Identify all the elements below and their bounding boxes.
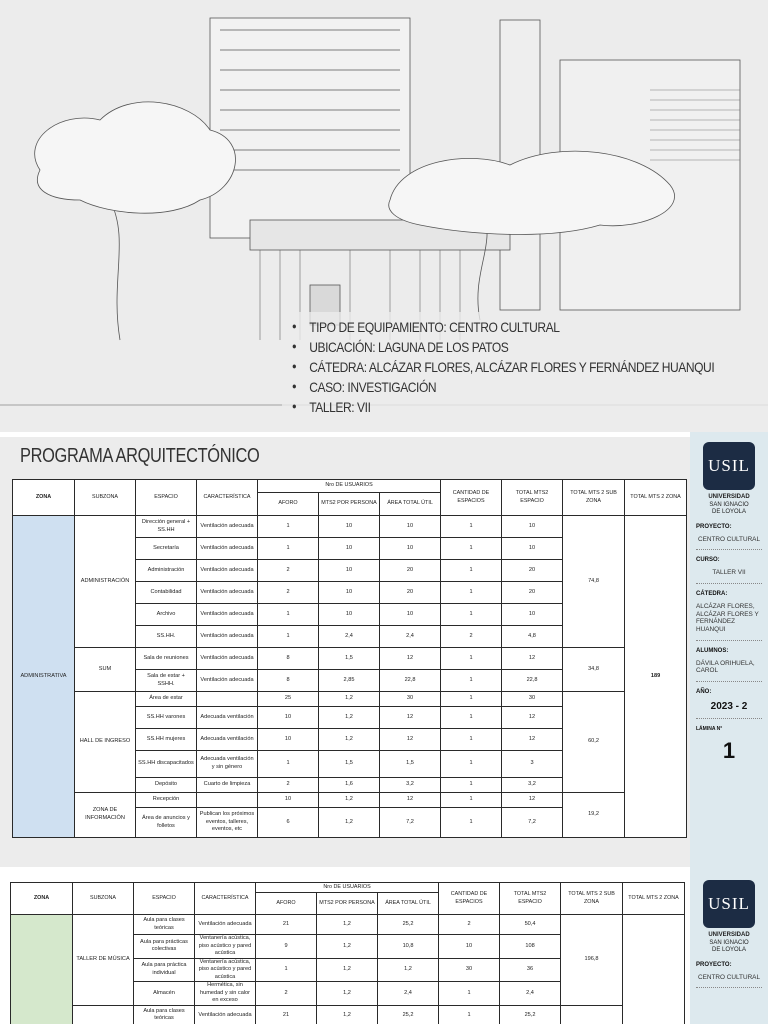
header-caracteristica: CARACTERÍSTICA xyxy=(197,480,258,516)
total-espacio-cell: 10 xyxy=(502,538,563,560)
table-row xyxy=(13,648,687,670)
espacio-cell: Área de anuncios y folletos xyxy=(136,808,197,838)
info-tipo: ● TIPO DE EQUIPAMIENTO: CENTRO CULTURAL xyxy=(292,318,714,338)
header-espacio: ESPACIO xyxy=(136,480,197,516)
header-zona: ZONA xyxy=(11,883,73,915)
caracteristica-cell: Ventilación adecuada xyxy=(197,626,258,648)
university-line1: UNIVERSIDAD xyxy=(708,932,750,938)
cantidad-cell: 1 xyxy=(441,538,502,560)
area-util-cell: 20 xyxy=(380,560,441,582)
header-aforo: AFORO xyxy=(258,493,319,516)
mts2-persona-cell: 1,5 xyxy=(319,648,380,670)
aforo-cell: 1 xyxy=(256,958,317,982)
aforo-cell: 2 xyxy=(258,582,319,604)
cantidad-cell: 2 xyxy=(441,626,502,648)
zona-cell: ADMINISTRATIVA xyxy=(13,516,75,838)
total-espacio-cell: 25,2 xyxy=(500,1005,561,1024)
total-espacio-cell: 2,4 xyxy=(500,982,561,1006)
aforo-cell: 1 xyxy=(258,626,319,648)
mts2-persona-cell: 1,2 xyxy=(317,982,378,1006)
espacio-cell: Aula para clases teóricas xyxy=(134,915,195,935)
anio-label: AÑO: xyxy=(696,689,712,695)
caracteristica-cell xyxy=(197,793,258,808)
program-table-taller xyxy=(10,882,685,1024)
area-util-cell: 12 xyxy=(380,793,441,808)
alumnos-section xyxy=(696,641,762,682)
aforo-cell: 8 xyxy=(258,670,319,692)
aforo-cell: 25 xyxy=(258,692,319,707)
header-area-util: ÁREA TOTAL ÚTIL xyxy=(380,493,441,516)
cantidad-cell: 10 xyxy=(439,935,500,959)
mts2-persona-cell: 1,6 xyxy=(319,778,380,793)
usil-logo: USIL xyxy=(703,442,755,490)
catedra-label: CÁTEDRA: xyxy=(696,590,728,597)
cantidad-cell: 1 xyxy=(439,982,500,1006)
espacio-cell: Administración xyxy=(136,560,197,582)
aforo-cell: 10 xyxy=(258,707,319,729)
lamina-value: 1 xyxy=(722,738,736,763)
area-util-cell: 1,5 xyxy=(380,751,441,778)
total-espacio-cell: 3,2 xyxy=(502,778,563,793)
espacio-cell: Sala de reuniones xyxy=(136,648,197,670)
area-util-cell: 10,8 xyxy=(378,935,439,959)
alumnos-label: ALUMNOS: xyxy=(696,647,729,654)
area-util-cell: 12 xyxy=(380,707,441,729)
table-row xyxy=(11,915,685,935)
info-ubicacion: ● UBICACIÓN: LAGUNA DE LOS PATOS xyxy=(292,338,714,358)
cantidad-cell: 1 xyxy=(441,560,502,582)
espacio-cell: Recepción xyxy=(136,793,197,808)
aforo-cell: 21 xyxy=(256,1005,317,1024)
cantidad-cell: 1 xyxy=(441,648,502,670)
aforo-cell: 1 xyxy=(258,751,319,778)
zona-total-cell xyxy=(623,915,685,1024)
project-info-panel xyxy=(282,312,768,418)
cantidad-cell: 1 xyxy=(441,516,502,538)
subzona-total-cell: 60,2 xyxy=(563,692,625,793)
espacio-cell: SS.HH. xyxy=(136,626,197,648)
info-caso: ● CASO: INVESTIGACIÓN xyxy=(292,378,714,398)
cantidad-cell: 1 xyxy=(441,604,502,626)
caracteristica-cell: Ventanería acústica, piso acústico y pared acústica xyxy=(195,935,256,959)
cantidad-cell: 1 xyxy=(441,751,502,778)
header-total-espacio: TOTAL MTS2 ESPACIO xyxy=(502,480,563,516)
aforo-cell: 1 xyxy=(258,604,319,626)
mts2-persona-cell: 1,2 xyxy=(319,729,380,751)
total-espacio-cell: 4,8 xyxy=(502,626,563,648)
total-espacio-cell: 108 xyxy=(500,935,561,959)
total-espacio-cell: 22,8 xyxy=(502,670,563,692)
curso-label: CURSO: xyxy=(696,557,720,564)
caracteristica-cell: Ventilación adecuada xyxy=(197,670,258,692)
caracteristica-cell: Ventilación adecuada xyxy=(197,648,258,670)
usil-logo: USIL xyxy=(703,880,755,928)
espacio-cell: Aula para clases teóricas xyxy=(134,1005,195,1024)
mts2-persona-cell: 1,2 xyxy=(319,707,380,729)
area-util-cell: 7,2 xyxy=(380,808,441,838)
area-util-cell: 25,2 xyxy=(378,915,439,935)
curso-section xyxy=(696,550,762,584)
total-espacio-cell: 10 xyxy=(502,516,563,538)
mts2-persona-cell: 1,2 xyxy=(319,808,380,838)
total-espacio-cell: 50,4 xyxy=(500,915,561,935)
area-util-cell: 12 xyxy=(380,729,441,751)
aforo-cell: 10 xyxy=(258,729,319,751)
area-util-cell: 10 xyxy=(380,516,441,538)
subzona-total-cell: 196,8 xyxy=(561,915,623,1006)
subzona-total-cell: 74,8 xyxy=(563,516,625,648)
table-row xyxy=(11,1005,685,1024)
anio-value: 2023 - 2 xyxy=(710,701,748,712)
aforo-cell: 21 xyxy=(256,915,317,935)
espacio-cell: Área de estar xyxy=(136,692,197,707)
header-total-subzona: TOTAL MTS 2 SUB ZONA xyxy=(561,883,623,915)
caracteristica-cell: Ventilación adecuada xyxy=(197,516,258,538)
curso-value: TALLER VII xyxy=(712,569,746,577)
mts2-persona-cell: 1,2 xyxy=(319,793,380,808)
espacio-cell: Archivo xyxy=(136,604,197,626)
university-line3: DE LOYOLA xyxy=(711,947,746,953)
subzona-total-cell xyxy=(561,1005,623,1024)
total-espacio-cell: 20 xyxy=(502,560,563,582)
caracteristica-cell: Publican los próximos eventos, talleres, eventos, etc xyxy=(197,808,258,838)
university-line3: DE LOYOLA xyxy=(711,509,746,515)
espacio-cell: Secretaría xyxy=(136,538,197,560)
header-cantidad: CANTIDAD DE ESPACIOS xyxy=(441,480,502,516)
area-util-cell: 2,4 xyxy=(380,626,441,648)
program-table-administrativa xyxy=(12,479,687,838)
subzona-cell: ADMINISTRACIÓN xyxy=(75,516,136,648)
caracteristica-cell: Ventilación adecuada xyxy=(197,560,258,582)
proyecto-section xyxy=(696,955,762,989)
catedra-section xyxy=(696,584,762,641)
caracteristica-cell: Cuarto de limpieza xyxy=(197,778,258,793)
mts2-persona-cell: 10 xyxy=(319,516,380,538)
header-mts2-persona: MTS2 POR PERSONA xyxy=(317,893,378,915)
aforo-cell: 2 xyxy=(258,778,319,793)
total-espacio-cell: 12 xyxy=(502,729,563,751)
cantidad-cell: 1 xyxy=(439,1005,500,1024)
aforo-cell: 8 xyxy=(258,648,319,670)
header-total-subzona: TOTAL MTS 2 SUB ZONA xyxy=(563,480,625,516)
header-mts2-persona: MTS2 POR PERSONA xyxy=(319,493,380,516)
total-espacio-cell: 3 xyxy=(502,751,563,778)
espacio-cell: Contabilidad xyxy=(136,582,197,604)
espacio-cell: Sala de estar + SSHH. xyxy=(136,670,197,692)
mts2-persona-cell: 1,2 xyxy=(317,958,378,982)
area-util-cell: 20 xyxy=(380,582,441,604)
mts2-persona-cell: 10 xyxy=(319,538,380,560)
caracteristica-cell xyxy=(197,692,258,707)
mts2-persona-cell: 10 xyxy=(319,560,380,582)
caracteristica-cell: Ventilación adecuada xyxy=(197,582,258,604)
aforo-cell: 2 xyxy=(256,982,317,1006)
university-name xyxy=(690,932,768,955)
cantidad-cell: 2 xyxy=(439,915,500,935)
cantidad-cell: 1 xyxy=(441,808,502,838)
header-subzona: SUBZONA xyxy=(75,480,136,516)
mts2-persona-cell: 1,2 xyxy=(317,935,378,959)
zona-total-cell: 189 xyxy=(625,516,687,838)
area-util-cell: 10 xyxy=(380,538,441,560)
caracteristica-cell: Ventilación adecuada xyxy=(195,1005,256,1024)
total-espacio-cell: 10 xyxy=(502,604,563,626)
subzona-cell: SUM xyxy=(75,648,136,692)
area-util-cell: 1,2 xyxy=(378,958,439,982)
header-usuarios: Nro DE USUARIOS xyxy=(258,480,441,493)
area-util-cell: 2,4 xyxy=(378,982,439,1006)
espacio-cell: Aula para práctica individual xyxy=(134,958,195,982)
table-row xyxy=(13,793,687,808)
cantidad-cell: 1 xyxy=(441,793,502,808)
area-util-cell: 30 xyxy=(380,692,441,707)
espacio-cell: SS.HH mujeres xyxy=(136,729,197,751)
cantidad-cell: 1 xyxy=(441,778,502,793)
header-usuarios: Nro DE USUARIOS xyxy=(256,883,439,893)
cantidad-cell: 1 xyxy=(441,582,502,604)
mts2-persona-cell: 10 xyxy=(319,582,380,604)
aforo-cell: 9 xyxy=(256,935,317,959)
espacio-cell: Aula para prácticas colectivas xyxy=(134,935,195,959)
total-espacio-cell: 36 xyxy=(500,958,561,982)
caracteristica-cell: Adecuada ventilación y sin género xyxy=(197,751,258,778)
aforo-cell: 1 xyxy=(258,538,319,560)
espacio-cell: Dirección general + SS.HH xyxy=(136,516,197,538)
cantidad-cell: 1 xyxy=(441,692,502,707)
total-espacio-cell: 12 xyxy=(502,793,563,808)
subzona-cell: HALL DE INGRESO xyxy=(75,692,136,793)
espacio-cell: Almacén xyxy=(134,982,195,1006)
total-espacio-cell: 7,2 xyxy=(502,808,563,838)
area-util-cell: 22,8 xyxy=(380,670,441,692)
caracteristica-cell: Adecuada ventilación xyxy=(197,729,258,751)
area-util-cell: 25,2 xyxy=(378,1005,439,1024)
mts2-persona-cell: 1,5 xyxy=(319,751,380,778)
mts2-persona-cell: 1,2 xyxy=(317,915,378,935)
building-sketch-illustration xyxy=(0,0,768,432)
total-espacio-cell: 12 xyxy=(502,707,563,729)
table-row xyxy=(13,692,687,707)
cantidad-cell: 1 xyxy=(441,707,502,729)
university-line2: SAN IGNACIO xyxy=(709,501,749,508)
anio-section xyxy=(696,682,762,719)
university-line1: UNIVERSIDAD xyxy=(708,494,750,500)
proyecto-value: CENTRO CULTURAL xyxy=(697,973,761,981)
project-info-list xyxy=(292,318,768,418)
table-row xyxy=(13,516,687,538)
aforo-cell: 10 xyxy=(258,793,319,808)
header-total-zona: TOTAL MTS 2 ZONA xyxy=(623,883,685,915)
caracteristica-cell: Adecuada ventilación xyxy=(197,707,258,729)
title-block-page-2 xyxy=(690,870,768,1024)
caracteristica-cell: Ventilación adecuada xyxy=(195,915,256,935)
total-espacio-cell: 20 xyxy=(502,582,563,604)
mts2-persona-cell: 2,4 xyxy=(319,626,380,648)
caracteristica-cell: Ventilación adecuada xyxy=(197,538,258,560)
aforo-cell: 2 xyxy=(258,560,319,582)
mts2-persona-cell: 1,2 xyxy=(319,692,380,707)
header-espacio: ESPACIO xyxy=(134,883,195,915)
area-util-cell: 12 xyxy=(380,648,441,670)
cantidad-cell: 1 xyxy=(441,729,502,751)
header-total-zona: TOTAL MTS 2 ZONA xyxy=(625,480,687,516)
proyecto-section xyxy=(696,517,762,551)
header-caracteristica: CARACTERÍSTICA xyxy=(195,883,256,915)
proyecto-label: PROYECTO: xyxy=(696,961,732,968)
subzona-total-cell: 19,2 xyxy=(563,793,625,838)
caracteristica-cell: Hermética, sin humedad y sin calor en exceso xyxy=(195,982,256,1006)
catedra-value: ALCÁZAR FLORES, ALCÁZAR FLORES Y FERNÁNDEZ HUANQUI xyxy=(696,602,759,633)
header-cantidad: CANTIDAD DE ESPACIOS xyxy=(439,883,500,915)
header-area-util: ÁREA TOTAL ÚTIL xyxy=(378,893,439,915)
subzona-cell xyxy=(73,1005,134,1024)
total-espacio-cell: 30 xyxy=(502,692,563,707)
mts2-persona-cell: 10 xyxy=(319,604,380,626)
header-subzona: SUBZONA xyxy=(73,883,134,915)
subzona-cell: ZONA DE INFORMACIÓN xyxy=(75,793,136,838)
subzona-cell: TALLER DE MÚSICA xyxy=(73,915,134,1006)
header-aforo: AFORO xyxy=(256,893,317,915)
caracteristica-cell: Ventanería acústica, piso acústico y pared acústica xyxy=(195,958,256,982)
info-taller: ● TALLER: VII xyxy=(292,398,714,418)
lamina-label: LÁMINA N° xyxy=(696,726,723,732)
subzona-total-cell: 34,8 xyxy=(563,648,625,692)
lamina-section xyxy=(696,719,762,770)
aforo-cell: 6 xyxy=(258,808,319,838)
alumnos-value: DÁVILA ORIHUELA, CAROL xyxy=(696,659,755,675)
total-espacio-cell: 12 xyxy=(502,648,563,670)
area-util-cell: 10 xyxy=(380,604,441,626)
university-name xyxy=(690,494,768,517)
cantidad-cell: 1 xyxy=(441,670,502,692)
program-table-body xyxy=(13,516,687,838)
header-total-espacio: TOTAL MTS2 ESPACIO xyxy=(500,883,561,915)
header-zona: ZONA xyxy=(13,480,75,516)
espacio-cell: SS.HH varones xyxy=(136,707,197,729)
area-util-cell: 3,2 xyxy=(380,778,441,793)
program-title: PROGRAMA ARQUITECTÓNICO xyxy=(20,445,260,467)
mts2-persona-cell: 2,85 xyxy=(319,670,380,692)
aforo-cell: 1 xyxy=(258,516,319,538)
zona-cell xyxy=(11,915,73,1024)
info-catedra: ● CÁTEDRA: ALCÁZAR FLORES, ALCÁZAR FLORES Y FERNÁNDEZ HUANQUI xyxy=(292,358,714,378)
university-line2: SAN IGNACIO xyxy=(709,939,749,946)
program-table-body xyxy=(11,915,685,1024)
caracteristica-cell: Ventilación adecuada xyxy=(197,604,258,626)
cantidad-cell: 30 xyxy=(439,958,500,982)
title-block xyxy=(690,432,768,872)
proyecto-label: PROYECTO: xyxy=(696,523,732,530)
espacio-cell: Depósito xyxy=(136,778,197,793)
proyecto-value: CENTRO CULTURAL xyxy=(697,535,761,543)
espacio-cell: SS.HH discapacitados xyxy=(136,751,197,778)
mts2-persona-cell: 1,2 xyxy=(317,1005,378,1024)
